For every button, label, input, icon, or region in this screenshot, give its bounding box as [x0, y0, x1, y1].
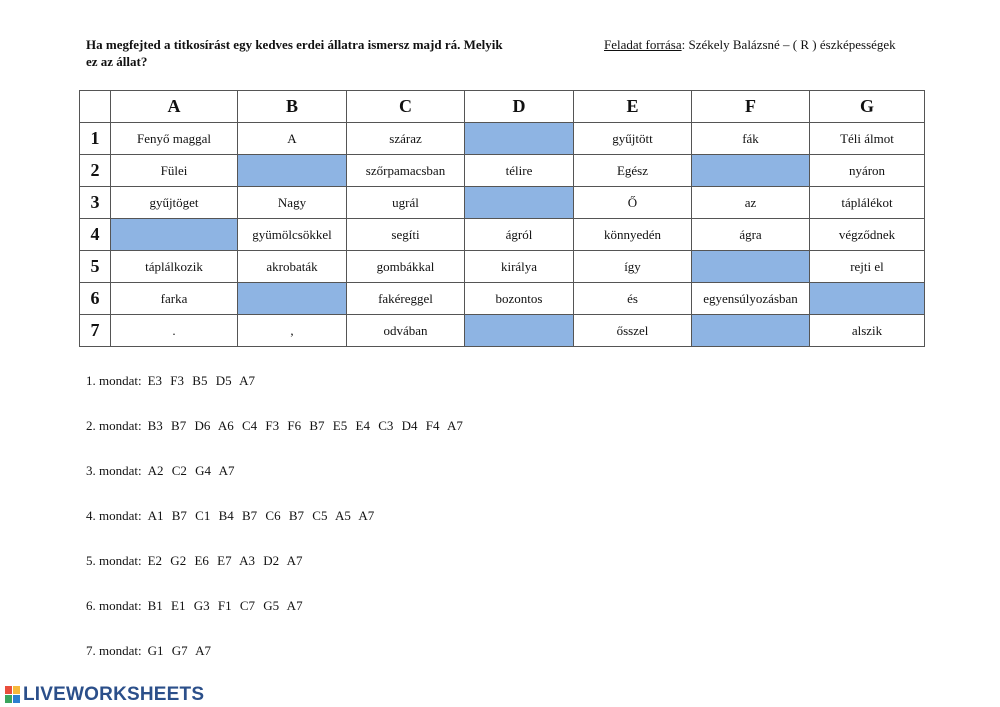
- word-cell-e3: Ő: [574, 187, 692, 219]
- table-row-5: [80, 251, 925, 283]
- word-cell-e2: Egész: [574, 155, 692, 187]
- sentence-7: [86, 642, 463, 687]
- row-header-1: 1: [80, 123, 111, 155]
- word-cell-d4: ágról: [465, 219, 574, 251]
- word-cell-g3: táplálékot: [810, 187, 925, 219]
- word-cell-f6: egyensúlyozásban: [692, 283, 810, 315]
- table-row-6: [80, 283, 925, 315]
- sentence-label: 2. mondat:: [86, 418, 142, 433]
- word-cell-d2: télire: [465, 155, 574, 187]
- cipher-table-body: [80, 123, 925, 347]
- word-cell-a3: gyűjtöget: [111, 187, 238, 219]
- column-header-d: D: [465, 91, 574, 123]
- word-cell-c3: ugrál: [347, 187, 465, 219]
- blank-cell-f2: [692, 155, 810, 187]
- word-cell-b7: ,: [238, 315, 347, 347]
- word-cell-f4: ágra: [692, 219, 810, 251]
- sentence-4: [86, 507, 463, 552]
- sentence-label: 1. mondat:: [86, 373, 142, 388]
- word-cell-a5: táplálkozik: [111, 251, 238, 283]
- instruction-text: Ha megfejted a titkosírást egy kedves erdei állatra ismersz majd rá. Melyik ez az állat?: [86, 37, 503, 69]
- word-cell-g2: nyáron: [810, 155, 925, 187]
- row-header-4: 4: [80, 219, 111, 251]
- sentence-5: [86, 552, 463, 597]
- column-header-b: B: [238, 91, 347, 123]
- sentence-3: [86, 462, 463, 507]
- sentence-code: B1 E1 G3 F1 C7 G5 A7: [147, 598, 303, 613]
- column-header-e: E: [574, 91, 692, 123]
- blank-cell-b6: [238, 283, 347, 315]
- word-cell-e4: könnyedén: [574, 219, 692, 251]
- sentence-1: [86, 372, 463, 417]
- sentence-2: [86, 417, 463, 462]
- sentence-code: B3 B7 D6 A6 C4 F3 F6 B7 E5 E4 C3 D4 F4 A7: [147, 418, 463, 433]
- sentence-code: E2 G2 E6 E7 A3 D2 A7: [147, 553, 303, 568]
- column-header-row: [80, 91, 925, 123]
- row-header-6: 6: [80, 283, 111, 315]
- word-cell-c2: szőrpamacsban: [347, 155, 465, 187]
- sentence-list: [86, 372, 463, 687]
- word-cell-a1: Fenyő maggal: [111, 123, 238, 155]
- word-cell-e5: így: [574, 251, 692, 283]
- word-cell-f1: fák: [692, 123, 810, 155]
- column-header-f: F: [692, 91, 810, 123]
- blank-cell-b2: [238, 155, 347, 187]
- blank-cell-f7: [692, 315, 810, 347]
- sentence-label: 5. mondat:: [86, 553, 142, 568]
- table-row-7: [80, 315, 925, 347]
- word-cell-g1: Téli álmot: [810, 123, 925, 155]
- word-cell-c1: száraz: [347, 123, 465, 155]
- row-header-7: 7: [80, 315, 111, 347]
- word-cell-d6: bozontos: [465, 283, 574, 315]
- source-credit: [604, 36, 896, 53]
- row-header-5: 5: [80, 251, 111, 283]
- word-cell-e1: gyűjtött: [574, 123, 692, 155]
- sentence-code: G1 G7 A7: [147, 643, 212, 658]
- word-cell-b4: gyümölcsökkel: [238, 219, 347, 251]
- sentence-6: [86, 597, 463, 642]
- blank-cell-f5: [692, 251, 810, 283]
- word-cell-g5: rejti el: [810, 251, 925, 283]
- sentence-label: 4. mondat:: [86, 508, 142, 523]
- word-cell-b1: A: [238, 123, 347, 155]
- word-cell-d5: királya: [465, 251, 574, 283]
- word-cell-e7: ősszel: [574, 315, 692, 347]
- source-value: : Székely Balázsné – ( R ) észképességek: [681, 37, 896, 52]
- sentence-label: 3. mondat:: [86, 463, 142, 478]
- word-cell-c7: odvában: [347, 315, 465, 347]
- word-cell-e6: és: [574, 283, 692, 315]
- word-cell-f3: az: [692, 187, 810, 219]
- word-cell-b5: akrobaták: [238, 251, 347, 283]
- word-cell-g4: végződnek: [810, 219, 925, 251]
- word-cell-c4: segíti: [347, 219, 465, 251]
- liveworksheets-logo: [5, 684, 204, 706]
- blank-cell-d3: [465, 187, 574, 219]
- column-header-c: C: [347, 91, 465, 123]
- word-cell-c6: fakéreggel: [347, 283, 465, 315]
- column-header-g: G: [810, 91, 925, 123]
- row-header-3: 3: [80, 187, 111, 219]
- row-header-2: 2: [80, 155, 111, 187]
- blank-cell-d7: [465, 315, 574, 347]
- sentence-code: A2 C2 G4 A7: [147, 463, 235, 478]
- blank-cell-a4: [111, 219, 238, 251]
- corner-cell: [80, 91, 111, 123]
- liveworksheets-logo-icon: [5, 686, 21, 704]
- sentence-label: 7. mondat:: [86, 643, 142, 658]
- logo-text: LIVEWORKSHEETS: [23, 684, 205, 705]
- sentence-code: A1 B7 C1 B4 B7 C6 B7 C5 A5 A7: [147, 508, 375, 523]
- word-cell-c5: gombákkal: [347, 251, 465, 283]
- sentence-label: 6. mondat:: [86, 598, 142, 613]
- table-row-3: [80, 187, 925, 219]
- word-cell-g7: alszik: [810, 315, 925, 347]
- word-cell-b3: Nagy: [238, 187, 347, 219]
- source-label: Feladat forrása: [604, 37, 682, 52]
- table-row-2: [80, 155, 925, 187]
- table-row-1: [80, 123, 925, 155]
- table-row-4: [80, 219, 925, 251]
- cipher-table: [79, 90, 925, 347]
- blank-cell-d1: [465, 123, 574, 155]
- sentence-code: E3 F3 B5 D5 A7: [147, 373, 256, 388]
- word-cell-a7: .: [111, 315, 238, 347]
- blank-cell-g6: [810, 283, 925, 315]
- word-cell-a6: farka: [111, 283, 238, 315]
- word-cell-a2: Fülei: [111, 155, 238, 187]
- column-header-a: A: [111, 91, 238, 123]
